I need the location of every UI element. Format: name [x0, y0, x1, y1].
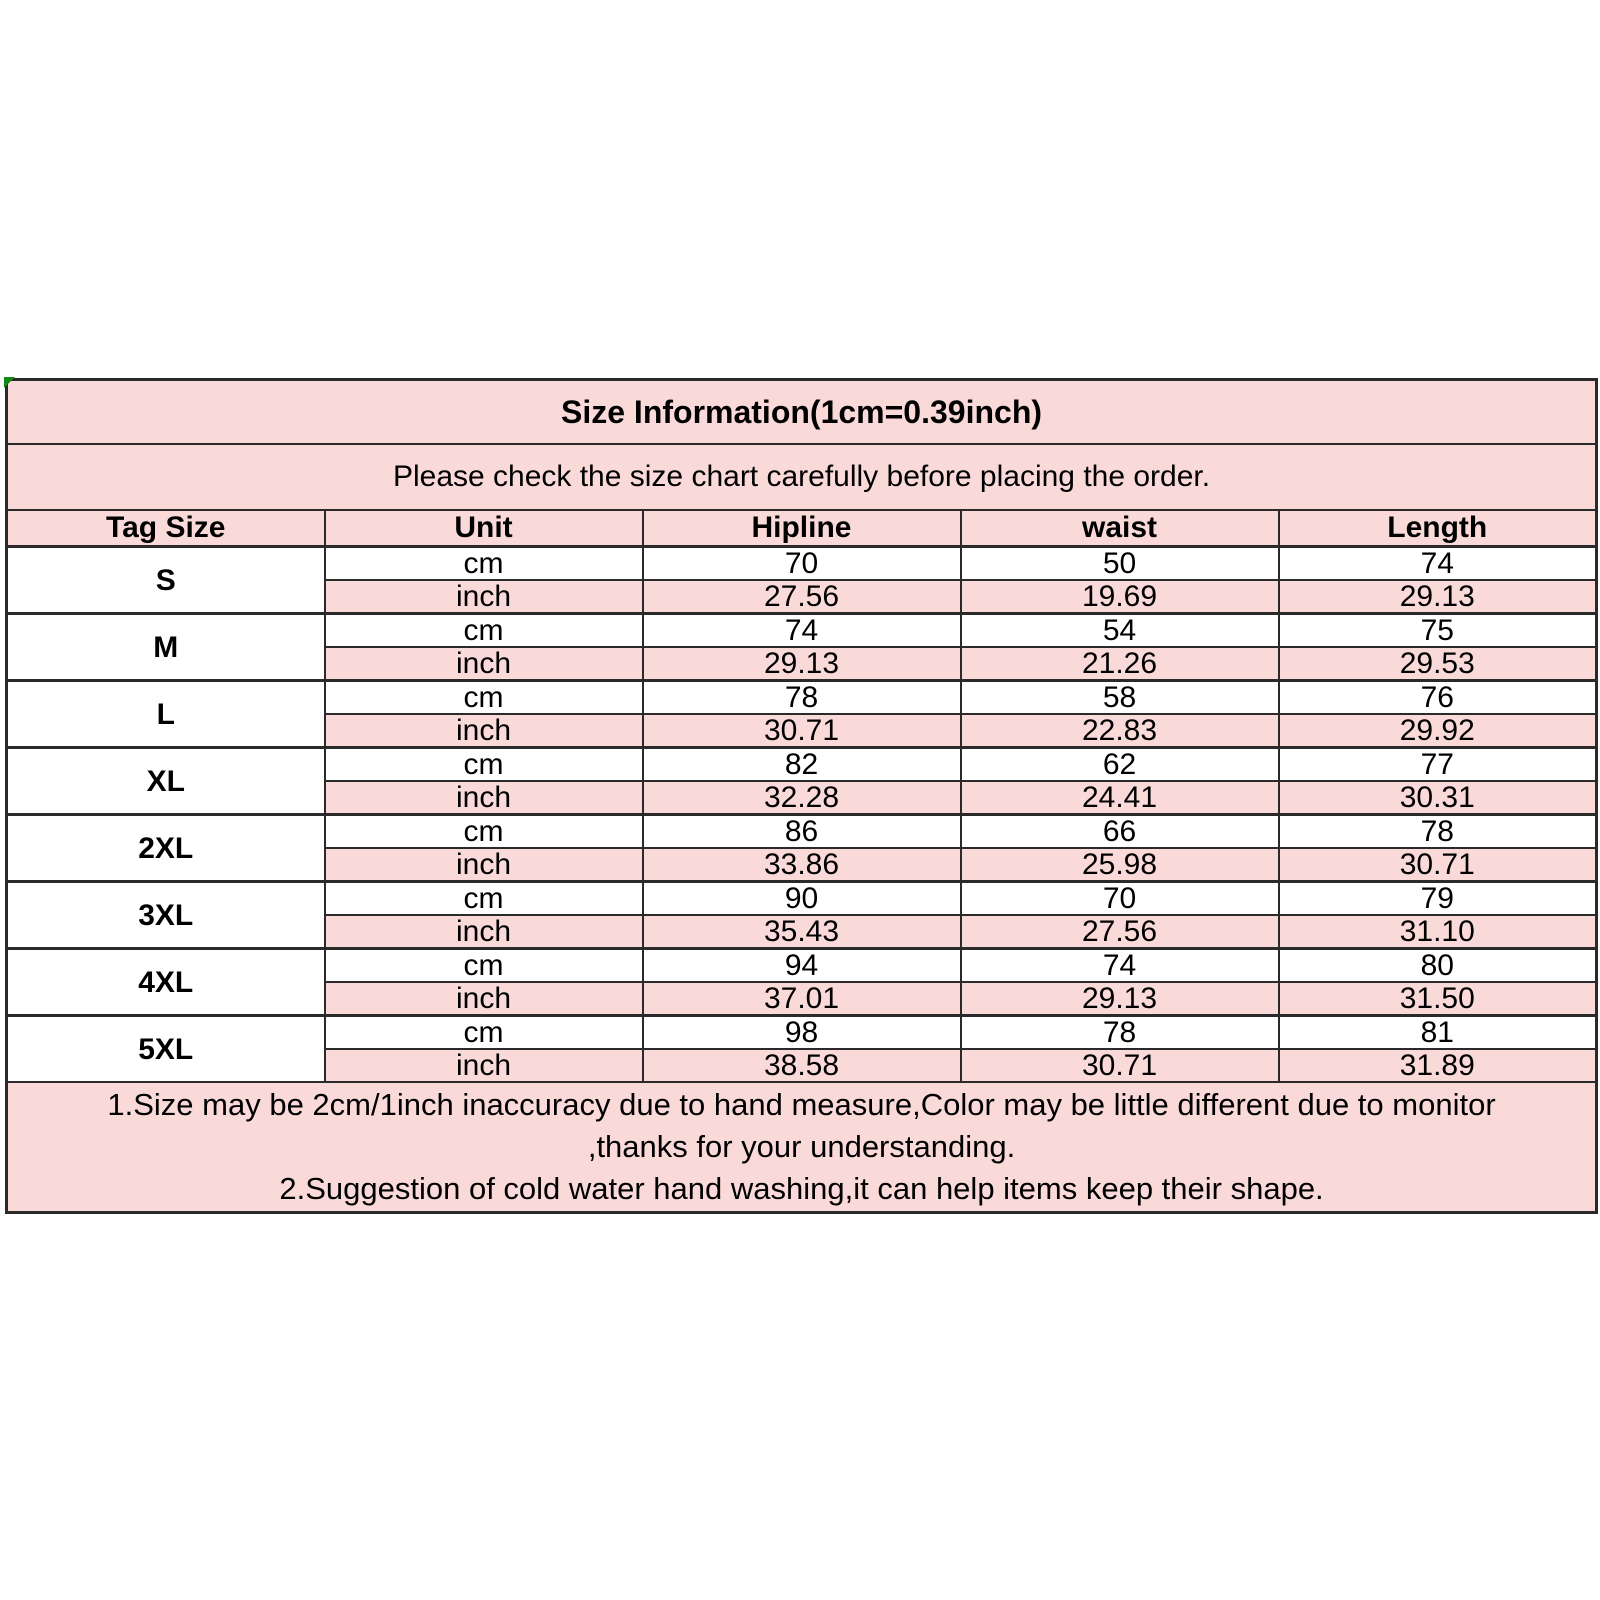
unit-label-inch: inch — [325, 647, 643, 681]
cm-value-cell: 77 — [1279, 748, 1597, 782]
subtitle-row — [7, 444, 1597, 510]
tag-size-cell: S — [7, 547, 325, 614]
cm-value-cell: 74 — [961, 949, 1279, 983]
inch-value-cell: 25.98 — [961, 848, 1279, 882]
unit-label-inch: inch — [325, 982, 643, 1016]
cm-value-cell: 79 — [1279, 882, 1597, 916]
unit-label-inch: inch — [325, 1049, 643, 1082]
inch-value-cell: 22.83 — [961, 714, 1279, 748]
inch-value-cell: 27.56 — [643, 580, 961, 614]
inch-value-cell: 35.43 — [643, 915, 961, 949]
inch-value-cell: 21.26 — [961, 647, 1279, 681]
inch-value-cell: 31.50 — [1279, 982, 1597, 1016]
tag-size-cell: XL — [7, 748, 325, 815]
inch-value-cell: 24.41 — [961, 781, 1279, 815]
header-row — [7, 510, 1597, 547]
size-row-cm — [7, 681, 1597, 715]
column-header-4: Length — [1279, 510, 1597, 547]
tag-size-cell: M — [7, 614, 325, 681]
inch-value-cell: 30.71 — [1279, 848, 1597, 882]
cm-value-cell: 78 — [1279, 815, 1597, 849]
unit-label-cm: cm — [325, 882, 643, 916]
cm-value-cell: 74 — [1279, 547, 1597, 581]
unit-label-inch: inch — [325, 714, 643, 748]
inch-value-cell: 30.71 — [643, 714, 961, 748]
unit-label-inch: inch — [325, 580, 643, 614]
cm-value-cell: 74 — [643, 614, 961, 648]
tag-size-cell: 2XL — [7, 815, 325, 882]
unit-label-cm: cm — [325, 614, 643, 648]
size-row-cm — [7, 815, 1597, 849]
table-subtitle: Please check the size chart carefully before placing the order. — [7, 444, 1597, 510]
notes-row — [7, 1082, 1597, 1213]
cm-value-cell: 86 — [643, 815, 961, 849]
unit-label-inch: inch — [325, 915, 643, 949]
note-line-1: ,thanks for your understanding. — [587, 1129, 1016, 1164]
column-header-2: Hipline — [643, 510, 961, 547]
size-chart-sheet — [5, 378, 1595, 1214]
unit-label-cm: cm — [325, 949, 643, 983]
size-row-cm — [7, 1016, 1597, 1050]
cm-value-cell: 54 — [961, 614, 1279, 648]
inch-value-cell: 29.13 — [1279, 580, 1597, 614]
title-row — [7, 380, 1597, 445]
green-corner-marker-icon — [4, 377, 15, 388]
size-row-cm — [7, 547, 1597, 581]
inch-value-cell: 31.89 — [1279, 1049, 1597, 1082]
inch-value-cell: 19.69 — [961, 580, 1279, 614]
unit-label-inch: inch — [325, 781, 643, 815]
column-header-1: Unit — [325, 510, 643, 547]
cm-value-cell: 58 — [961, 681, 1279, 715]
unit-label-inch: inch — [325, 848, 643, 882]
cm-value-cell: 82 — [643, 748, 961, 782]
cm-value-cell: 76 — [1279, 681, 1597, 715]
unit-label-cm: cm — [325, 815, 643, 849]
tag-size-cell: L — [7, 681, 325, 748]
cm-value-cell: 78 — [643, 681, 961, 715]
cm-value-cell: 81 — [1279, 1016, 1597, 1050]
inch-value-cell: 30.31 — [1279, 781, 1597, 815]
size-row-cm — [7, 882, 1597, 916]
inch-value-cell: 29.53 — [1279, 647, 1597, 681]
size-row-cm — [7, 949, 1597, 983]
cm-value-cell: 80 — [1279, 949, 1597, 983]
size-information-table — [5, 378, 1598, 1214]
column-header-0: Tag Size — [7, 510, 325, 547]
notes-cell — [7, 1082, 1597, 1213]
cm-value-cell: 75 — [1279, 614, 1597, 648]
cm-value-cell: 90 — [643, 882, 961, 916]
size-table-body — [7, 547, 1597, 1083]
size-row-cm — [7, 748, 1597, 782]
inch-value-cell: 37.01 — [643, 982, 961, 1016]
inch-value-cell: 33.86 — [643, 848, 961, 882]
cm-value-cell: 70 — [643, 547, 961, 581]
inch-value-cell: 27.56 — [961, 915, 1279, 949]
unit-label-cm: cm — [325, 681, 643, 715]
unit-label-cm: cm — [325, 1016, 643, 1050]
tag-size-cell: 4XL — [7, 949, 325, 1016]
tag-size-cell: 3XL — [7, 882, 325, 949]
tag-size-cell: 5XL — [7, 1016, 325, 1083]
inch-value-cell: 29.92 — [1279, 714, 1597, 748]
cm-value-cell: 70 — [961, 882, 1279, 916]
note-line-0: 1.Size may be 2cm/1inch inaccuracy due to hand measure,Color may be little different due to monitor — [107, 1087, 1496, 1122]
cm-value-cell: 78 — [961, 1016, 1279, 1050]
note-line-2: 2.Suggestion of cold water hand washing,it can help items keep their shape. — [279, 1171, 1324, 1206]
unit-label-cm: cm — [325, 748, 643, 782]
inch-value-cell: 31.10 — [1279, 915, 1597, 949]
column-header-3: waist — [961, 510, 1279, 547]
inch-value-cell: 29.13 — [643, 647, 961, 681]
unit-label-cm: cm — [325, 547, 643, 581]
cm-value-cell: 50 — [961, 547, 1279, 581]
inch-value-cell: 29.13 — [961, 982, 1279, 1016]
cm-value-cell: 94 — [643, 949, 961, 983]
cm-value-cell: 98 — [643, 1016, 961, 1050]
table-title: Size Information(1cm=0.39inch) — [7, 380, 1597, 445]
inch-value-cell: 32.28 — [643, 781, 961, 815]
size-row-cm — [7, 614, 1597, 648]
inch-value-cell: 30.71 — [961, 1049, 1279, 1082]
cm-value-cell: 62 — [961, 748, 1279, 782]
inch-value-cell: 38.58 — [643, 1049, 961, 1082]
cm-value-cell: 66 — [961, 815, 1279, 849]
